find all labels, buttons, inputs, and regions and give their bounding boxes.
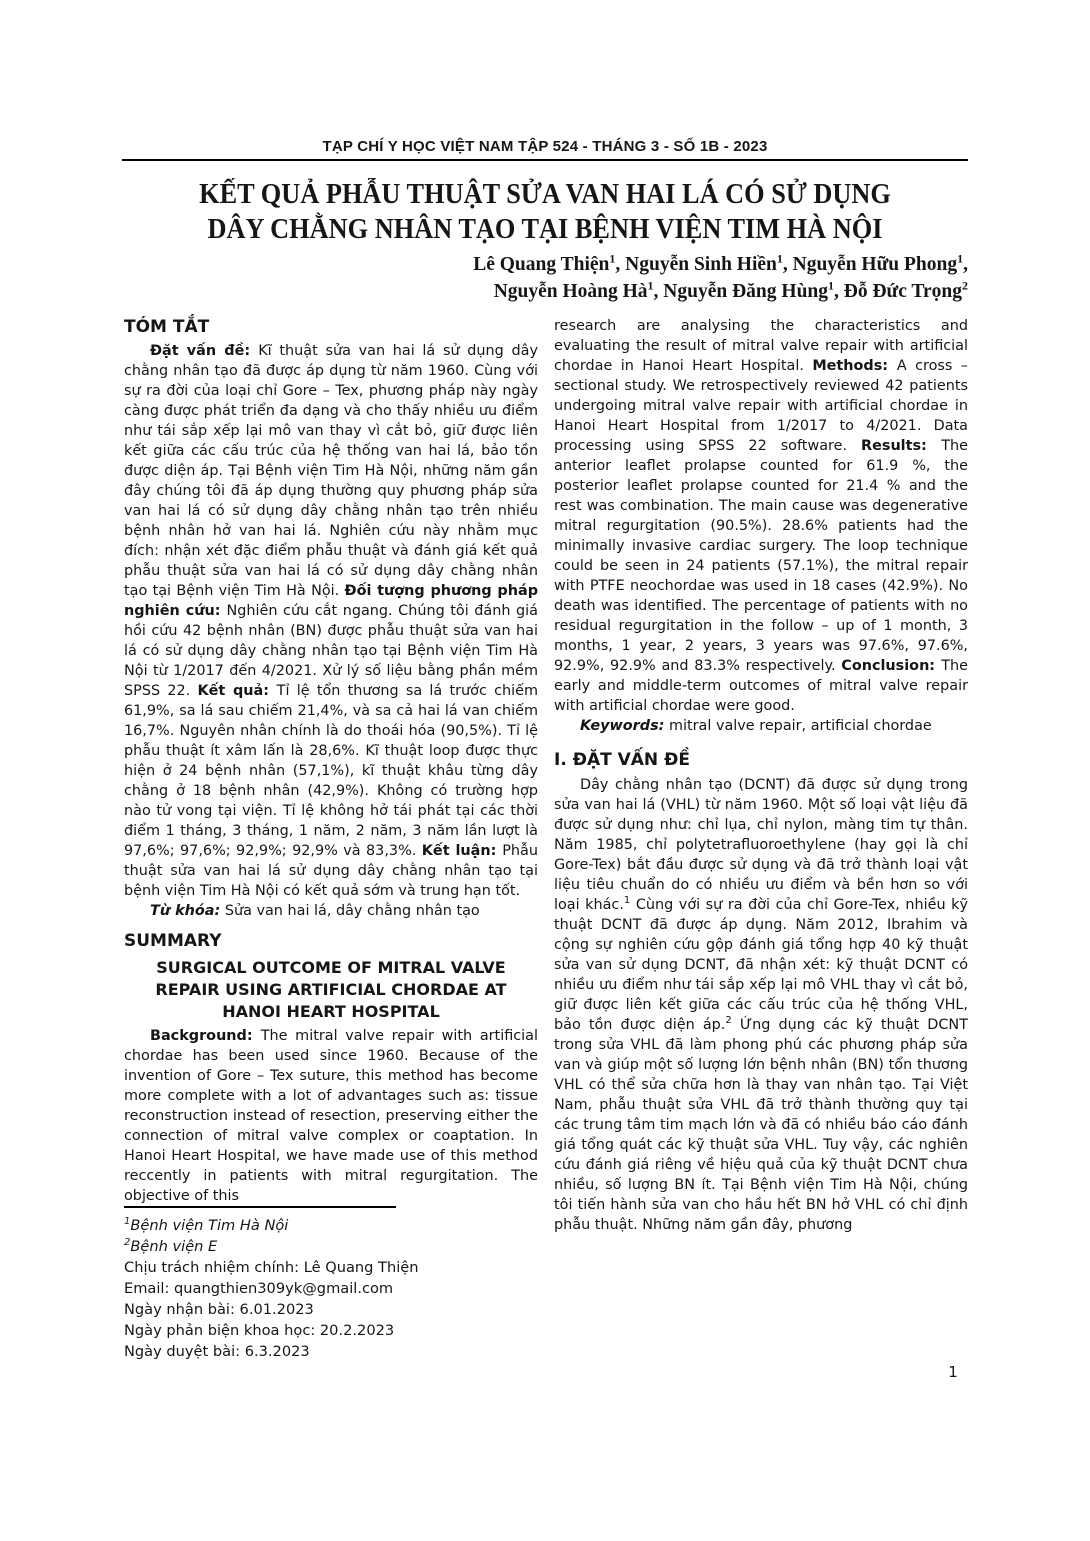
abstract-label-results: Kết quả: (197, 683, 277, 699)
author-name: Lê Quang Thiện (473, 254, 610, 275)
author-affiliation-ref: 1 (609, 251, 616, 266)
paper-title-line1: KẾT QUẢ PHẪU THUẬT SỬA VAN HAI LÁ CÓ SỬ DỤNG (199, 179, 891, 210)
citation-ref-1: 1 (623, 895, 631, 907)
text-run: The early and middle-term outcomes of mitral valve repair with artificial chordae were good. (554, 658, 968, 714)
affiliation-2 (124, 1236, 538, 1257)
summary-title: SURGICAL OUTCOME OF MITRAL VALVE REPAIR USING ARTIFICIAL CHORDAE AT HANOI HEART HOSPITAL (155, 958, 507, 1021)
abstract-keywords (124, 901, 538, 921)
date-reviewed: Ngày phản biện khoa học: 20.2.2023 (124, 1322, 395, 1339)
summary-keywords (554, 716, 968, 736)
author-name: Nguyễn Hữu Phong (792, 254, 958, 275)
text-run: research are analysing the characteristics and evaluating the result of mitral valve repair with artificial chordae in Hanoi Heart Hospital. (554, 318, 968, 374)
text-run: Nghiên cứu cắt ngang. Chúng tôi đánh giá hồi cứu 42 bệnh nhân (BN) được phẫu thuật sửa van hai lá có sử dụng dây chằng nhân tạo tại Bệnh viện Tim Hà Nội từ 1/2017 đến 4/2021. Xử lý số liệu bằng phần mềm SPSS 22. (124, 603, 538, 699)
text-run: Tỉ lệ tổn thương sa lá trước chiếm 61,9%, sa lá sau chiếm 21,4%, và sa cả hai lá van chiếm 16,7%. Nguyên nhân chính là do thoái hóa (90,5%). Tỉ lệ phẫu thuật ít xâm lấn là 28,6%. Kĩ thuật loop được thực hiện ở 24 bệnh nhân (57,1%), kĩ thuật khâu từng dây chằng ở 18 bệnh nhân (42,9%). Không có trường hợp nào tử vong tại viện. Tỉ lệ không hở tái phát tại các thời điểm 1 tháng, 3 tháng, 1 năm, 2 năm, 3 năm lần lượt là 97,6%; 97,6%; 92,9%; 92,9% và 83,3%. (124, 683, 539, 859)
introduction-paragraph (554, 775, 968, 1235)
paper-title-line2: DÂY CHẰNG NHÂN TẠO TẠI BỆNH VIỆN TIM HÀ NỘI (207, 214, 883, 245)
authors-line-1: Lê Quang Thiện$^1$, Nguyễn Sinh Hiền$^1$, Nguyễn Hữu Phong$^1$, (473, 251, 968, 275)
text-run: Cùng với sự ra đời của chỉ Gore-Tex, nhiều kỹ thuật DCNT đã được áp dụng. Năm 2012, Ibrahim và cộng sự nghiên cứu gộp đánh giá tổng hợp 40 kỹ thuật sửa van sử dụng DCNT, đã nhận xét: kỹ thuật DCNT có nhiều ưu điểm như tái sắp xếp lại mô VHL thay vì cắt bỏ, giữ được liên kết giữa các cấu trúc của hệ thống VHL, bảo tồn được diện áp. (554, 897, 968, 1033)
left-column (124, 316, 539, 1360)
affiliation-2-text: Bệnh viện E (130, 1238, 218, 1255)
text-run: Kĩ thuật sửa van hai lá sử dụng dây chằng nhân tạo đã được áp dụng từ năm 1960. Cùng với sự ra đời của loại chỉ Gore – Tex, phương pháp này ngày càng được phát triển đa dạng và cho thấy nhiều ưu điểm như tái sắp xếp lại mô van thay vì cắt bỏ, giữ được liên kết giữa các cấu trúc của hệ thống van hai lá, bảo tồn được diện áp. Tại Bệnh viện Tim Hà Nội, những năm gần đây chúng tôi đã áp dụng thường quy phương pháp sửa van hai lá có sử dụng dây chằng nhân tạo trên nhiều bệnh nhân hở van hai lá. Nghiên cứu này nhằm mục đích: nhận xét đặc điểm phẫu thuật và đánh giá kết quả phẫu thuật sửa van hai lá có sử dụng dây chằng nhân tạo tại Bệnh viện Tim Hà Nội. (124, 343, 538, 599)
text-run: Phẫu thuật sửa van hai lá sử dụng dây chằng nhân tạo tại bệnh viện Tim Hà Nội có kết quả sớm và trung hạn tốt. (124, 843, 538, 899)
text-run: Ứng dụng các kỹ thuật DCNT trong sửa VHL đã làm phong phú các phương pháp sửa van và giúp một số lượng lớn bệnh nhân (BN) tổn thương VHL có thể sửa chữa hơn là thay van nhân tạo. Tại Việt Nam, phẫu thuật sửa VHL đã trở thành thường quy tại các trung tâm tim mạch lớn và đã có nhiều báo cáo đánh giá tổng quát các kỹ thuật sửa VHL. Tuy vậy, các nghiên cứu đánh giá riêng về hiệu quả của kỹ thuật DCNT chưa nhiều, số lượng BN ít. Tại Bệnh viện Tim Hà Nội, chúng tôi tiến hành sửa van cho hầu hết BN hở VHL có chỉ định phẫu thuật. Những năm gần đây, phương (554, 1017, 968, 1233)
page-number: 1 (948, 1363, 958, 1381)
summary-paragraph-col2 (554, 316, 968, 716)
text-run: Dây chằng nhân tạo (DCNT) đã được sử dụng trong sửa van hai lá (VHL) từ năm 1960. Một số loại vật liệu đã được sử dụng như: chỉ lụa, chỉ nylon, màng tim tự thân. Năm 1985, chỉ polytetrafluoroethylene (hay gọi là chỉ Gore-Tex) bắt đầu được sử dụng và đã trở thành loại vật liệu tiêu chuẩn do có nhiều ưu điểm và bền hơn so với loại khác. (554, 777, 968, 913)
abstract-label-conclusion: Kết luận: (421, 843, 503, 859)
text-run: The anterior leaflet prolapse counted for 61.9 %, the posterior leaflet prolapse counted for 21.4 % and the rest was combination. The main cause was degenerative mitral regurgitation (90.5%). 28.6% patients had the minimally invasive cardiac surgery. The loop technique could be seen in 24 patients (57.1%), the mitral repair with PTFE neochordae was used in 18 cases (42.9%). No death was identified. The percentage of patients with no residual regurgitation in the follow – up of 1 month, 3 months, 1 year, 2 years, 3 years was 97.6%, 97.6%, 92.9%, 92.9% and 83.3% respectively. (554, 438, 968, 674)
date-received: Ngày nhận bài: 6.01.2023 (124, 1301, 314, 1318)
summary-label-conclusion: Conclusion: (841, 658, 942, 674)
journal-header: TẠP CHÍ Y HỌC VIỆT NAM TẬP 524 - THÁNG 3 - SỐ 1B - 2023 (322, 138, 768, 155)
citation-ref-2: 2 (725, 1015, 732, 1027)
footnote-block (124, 1206, 538, 1362)
header-rule (122, 159, 968, 161)
summary-heading: SUMMARY (124, 931, 222, 951)
author-affiliation-ref: 1 (776, 251, 783, 266)
text-run: The mitral valve repair with artificial chordae has been used since 1960. Because of the invention of Gore – Tex suture, this method has become more complete with a lot of advantages such as: tissue reconstruction instead of resection, preserving either the connection of mitral valve complex or coaptation. In Hanoi Heart Hospital, we have made use of this method reccently in patients with mitral regurgitation. The objective of this (124, 1028, 538, 1204)
author-affiliation-ref: 1 (647, 278, 654, 293)
author-name: Nguyễn Sinh Hiền (625, 254, 777, 275)
authors-block (122, 251, 968, 305)
summary-label-results: Results: (861, 438, 942, 454)
author-name: Đỗ Đức Trọng (843, 281, 962, 302)
author-affiliation-ref: 2 (962, 278, 968, 293)
keywords-label: Từ khóa: (150, 903, 221, 919)
affiliation-2-sup: 2 (124, 1237, 131, 1249)
date-accepted: Ngày duyệt bài: 6.3.2023 (124, 1343, 310, 1360)
text-run: A cross – sectional study. We retrospectively reviewed 42 patients undergoing mitral valve repair with artificial chordae in Hanoi Heart Hospital from 1/2017 to 4/2021. Data processing using SPSS 22 software. (554, 358, 968, 454)
keywords-text: Sửa van hai lá, dây chằng nhân tạo (220, 903, 480, 919)
corresponding-author: Chịu trách nhiệm chính: Lê Quang Thiện (124, 1259, 419, 1276)
author-affiliation-ref: 1 (828, 278, 835, 293)
affiliation-1 (124, 1215, 538, 1236)
author-name: Nguyễn Đăng Hùng (663, 281, 829, 302)
abstract-label-methods: Đối tượng phương pháp nghiên cứu: (124, 583, 538, 619)
summary-label-methods: Methods: (812, 358, 897, 374)
keywords-label: Keywords: (580, 718, 665, 734)
affiliation-1-text: Bệnh viện Tim Hà Nội (130, 1217, 289, 1234)
keywords-text: mitral valve repair, artificial chordae (664, 718, 932, 734)
summary-label-background: Background: (150, 1028, 261, 1044)
abstract-paragraph (124, 341, 538, 901)
footnote-rule (124, 1206, 396, 1208)
abstract-label-background: Đặt vấn đề: (150, 343, 259, 359)
authors-line-2: Nguyễn Hoàng $Hà^1$, Nguyễn Đăng Hùng$^1$, Đỗ Đức Trọng$^2$ (493, 278, 968, 302)
corresponding-email: Email: quangthien309yk@gmail.com (124, 1280, 394, 1297)
author-name: Nguyễn Hoàng Hà (493, 281, 648, 302)
introduction-heading: I. ĐẶT VẤN ĐỀ (554, 750, 690, 770)
summary-paragraph-col1 (124, 1026, 538, 1206)
paper-title (147, 177, 942, 247)
affiliation-1-sup: 1 (124, 1216, 131, 1228)
right-column (554, 316, 968, 1235)
abstract-heading: TÓM TẮT (124, 317, 210, 337)
author-affiliation-ref: 1 (957, 251, 964, 266)
